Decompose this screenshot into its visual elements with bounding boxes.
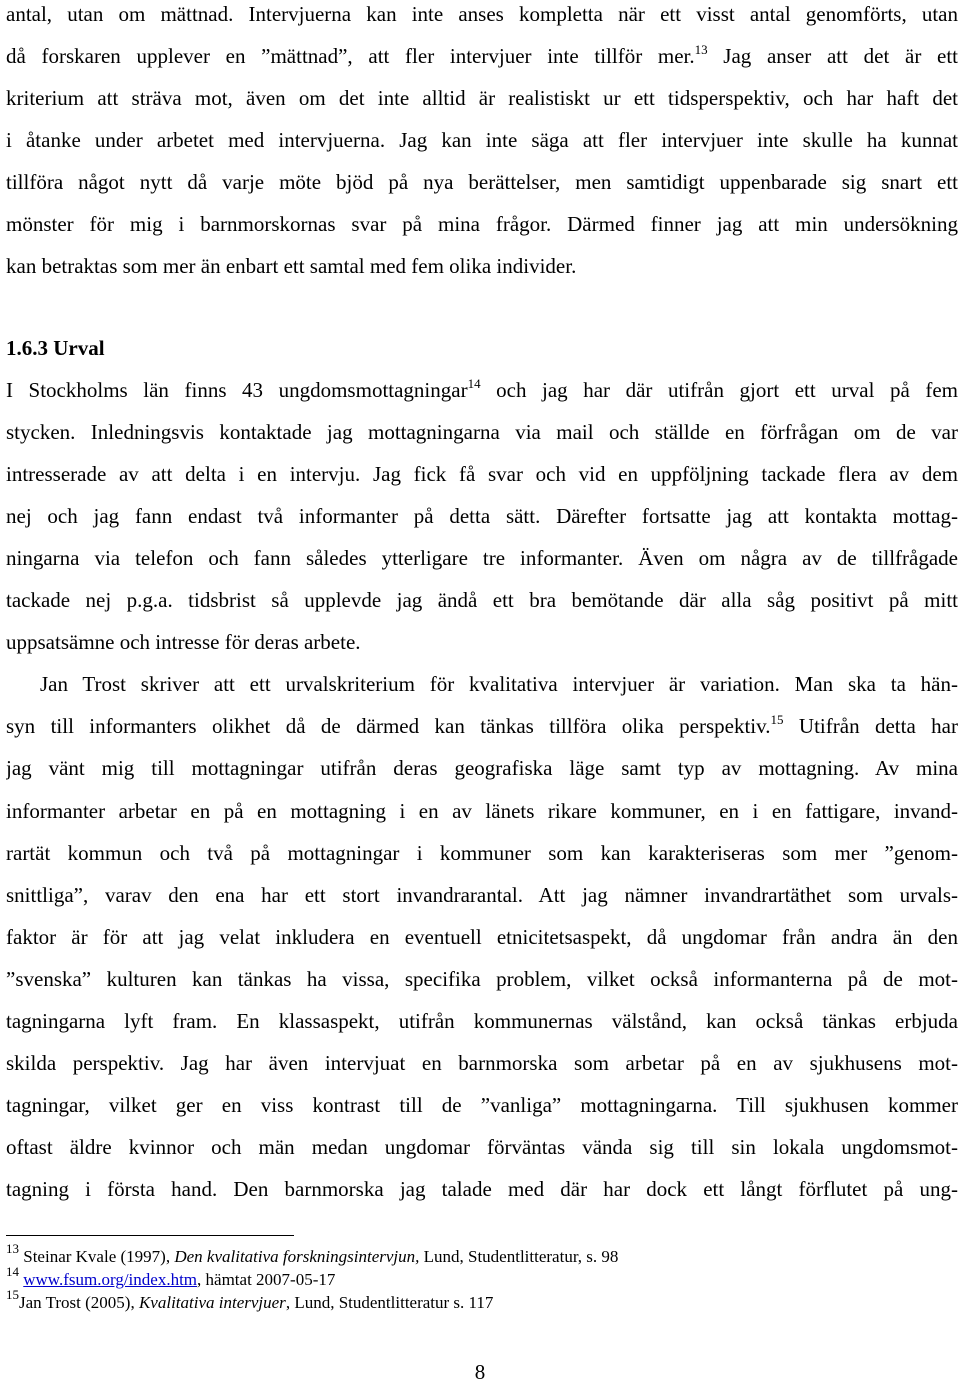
text-line: tagningar, vilket ger en viss kontrast till de ”vanliga” mottagningarna. Till sjukhusen kommer [6,1093,958,1117]
text-line: rartät kommun och två på mottagningar i kommuner som kan karakteriseras som mer ”genom- [6,841,958,865]
text-line: uppsatsämne och intresse för deras arbete. [6,630,361,654]
text-line: stycken. Inledningsvis kontaktade jag mottagningarna via mail och ställde en förfrågan om de var [6,420,958,444]
text-line: snittliga”, varav den ena har ett stort invandrarantal. Att jag nämner invandrartäthet som urvals- [6,883,958,907]
text-line: faktor är för att jag velat inkludera en eventuell etnicitetsaspekt, då ungdomar från andra än den [6,925,958,949]
text-line: då forskaren upplever en ”mättnad”, att fler intervjuer inte tillför mer.$^{13}$ Jag anser att det är ett [6,42,958,68]
footnote-link[interactable]: www.fsum.org/index.htm [23,1270,198,1289]
text-line: I Stockholms län finns 43 ungdomsmottagningar$^{14}$ och jag har där utifrån gjort ett urval på fem [6,376,958,402]
page-number: 8 [474,1360,486,1384]
footnote: $^{15}$Jan Trost (2005), Kvalitativa intervjuer, Lund, Studentlitteratur s. 117 [6,1287,494,1312]
text-line: tillföra något nytt då varje möte bjöd på nya berättelser, men samtidigt uppenbarade sig snart ett [6,170,958,194]
text-line: jag vänt mig till mottagningar utifrån deras geografiska läge samt typ av mottagning. Av mina [6,756,958,780]
text-line: intresserade av att delta i en intervju. Jag fick få svar och vid en uppföljning tackade flera av dem [6,462,958,486]
text-line: skilda perspektiv. Jag har även intervjuat en barnmorska som arbetar på en av sjukhusens mot- [6,1051,958,1075]
text-line: kriterium att sträva mot, även om det inte alltid är realistiskt ur ett tidsperspektiv, och har haft det [6,86,958,110]
footnote-ref: 13 [694,42,708,57]
text-line: kan betraktas som mer än enbart ett samtal med fem olika individer. [6,254,577,278]
text-line: oftast äldre kvinnor och män medan ungdomar förväntas vända sig till sin lokala ungdomsmot- [6,1135,958,1159]
footnote-ref: 15 [770,712,784,727]
footnote-separator [6,1235,294,1236]
text-line: tackade nej p.g.a. tidsbrist så upplevde jag ändå ett bra bemötande där alla såg positivt på mitt [6,588,958,612]
text-line: informanter arbetar en på en mottagning i en av länets rikare kommuner, en i en fattigare, invand- [6,799,958,823]
section-heading: 1.6.3 Urval [6,336,105,360]
footnote: $^{14}$ www.fsum.org/index.htm, hämtat 2007-05-17 [6,1264,336,1289]
text-line: tagningarna lyft fram. En klassaspekt, utifrån kommunernas välstånd, kan också tänkas erbjuda [6,1009,958,1033]
text-line: mönster för mig i barnmorskornas svar på mina frågor. Därmed finner jag att min undersökning [6,212,958,236]
text-line: ”svenska” kulturen kan tänkas ha vissa, specifika problem, vilket också informanterna på de mot- [6,967,958,991]
footnote: $^{13}$ Steinar Kvale (1997), Den kvalitativa forskningsintervjun, Lund, Studentlitteratur, s. 98 [6,1241,619,1266]
text-line: antal, utan om mättnad. Intervjuerna kan inte anses kompletta när ett visst antal genomförts, utan [6,2,958,26]
text-line: ningarna via telefon och fann således ytterligare tre informanter. Även om några av de tillfrågade [6,546,958,570]
text-line: Jan Trost skriver att ett urvalskriterium för kvalitativa intervjuer är variation. Man ska ta hän- [40,672,958,696]
text-line: i åtanke under arbetet med intervjuerna. Jag kan inte säga att fler intervjuer inte skulle ha kunnat [6,128,958,152]
text-line: tagning i första hand. Den barnmorska jag talade med där har dock ett långt förflutet på ung- [6,1177,958,1201]
text-line: syn till informanters olikhet då de därmed kan tänkas tillföra olika perspektiv.$^{15}$ Utifrån detta har [6,712,958,738]
footnote-ref: 14 [467,376,481,391]
text-line: nej och jag fann endast två informanter på detta sätt. Därefter fortsatte jag att kontakta mottag- [6,504,958,528]
